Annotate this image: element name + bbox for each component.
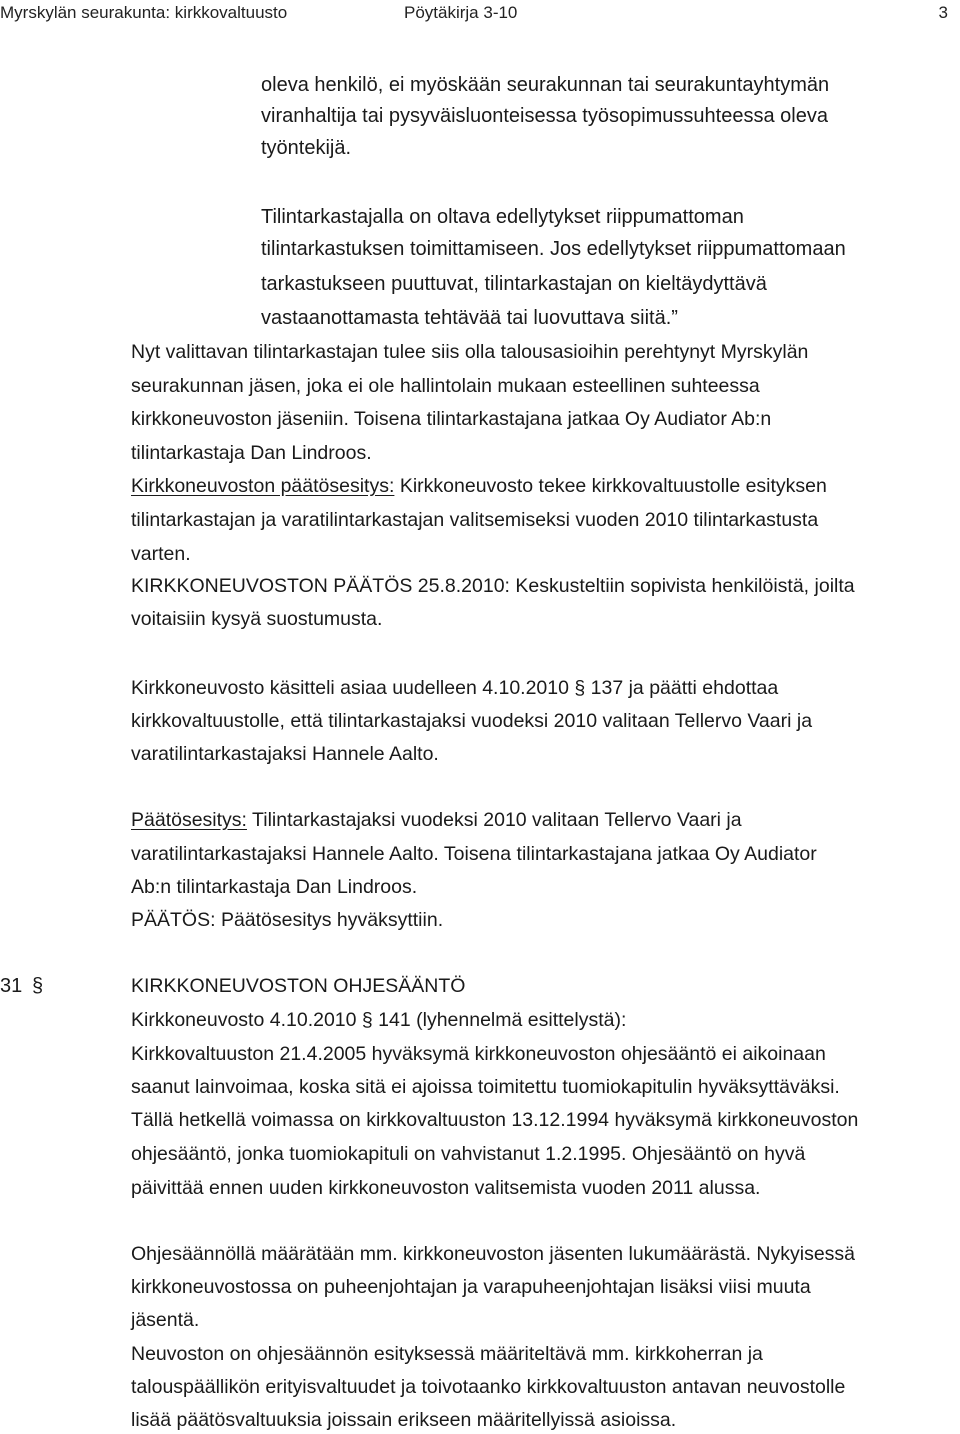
section-symbol: § [32, 975, 44, 997]
proposal-text: Kirkkoneuvosto tekee kirkkovaltuustolle esityksen [394, 475, 827, 497]
header-document-id: Pöytäkirja 3-10 [404, 3, 518, 22]
quoted-line: oleva henkilö, ei myöskään seurakunnan tai seurakuntayhtymän [261, 74, 830, 96]
paragraph-line: jäsentä. [131, 1309, 200, 1331]
quoted-line: Tilintarkastajalla on oltava edellytykset riippumattoman [261, 206, 744, 228]
section-line: Kirkkovaltuuston 21.4.2005 hyväksymä kirkkoneuvoston ohjesääntö ei aikoinaan [131, 1043, 826, 1065]
paragraph-line: kirkkovaltuustolle, että tilintarkastajaksi vuodeksi 2010 valitaan Tellervo Vaari ja [131, 710, 813, 732]
decision-line: KIRKKONEUVOSTON PÄÄTÖS 25.8.2010: Keskusteltiin sopivista henkilöistä, joilta [131, 575, 855, 597]
paragraph-line: tilintarkastaja Dan Lindroos. [131, 442, 372, 464]
header-title: Myrskylän seurakunta: kirkkovaltuusto [0, 3, 288, 22]
page-header [0, 0, 960, 26]
quoted-line: työntekijä. [261, 137, 352, 159]
section-title: KIRKKONEUVOSTON OHJESÄÄNTÖ [131, 975, 466, 997]
section-number: 31 [0, 975, 23, 997]
paragraph-line: Nyt valittavan tilintarkastajan tulee siis olla talousasioihin perehtynyt Myrskylän [131, 341, 809, 363]
quoted-line: tarkastukseen puuttuvat, tilintarkastajan on kieltäydyttävä [261, 273, 767, 295]
section-line: päivittää ennen uuden kirkkoneuvoston valitsemista vuoden 2011 alussa. [131, 1177, 761, 1199]
paragraph-line: seurakunnan jäsen, joka ei ole hallintolain mukaan esteellinen suhteessa [131, 375, 760, 397]
quoted-line: viranhaltija tai pysyväisluonteisessa työsopimussuhteessa oleva [261, 105, 828, 127]
paragraph-line: Ohjesäännöllä määrätään mm. kirkkoneuvoston jäsenten lukumäärästä. Nykyisessä [131, 1243, 856, 1265]
paragraph-line: talouspäällikön erityisvaltuudet ja toivotaanko kirkkovaltuuston antavan neuvostolle [131, 1376, 846, 1398]
decision-line: voitaisiin kysyä suostumusta. [131, 608, 383, 630]
paragraph-line: varatilintarkastajaksi Hannele Aalto. [131, 743, 439, 765]
paragraph-line: Neuvoston on ohjesäännön esityksessä määriteltävä mm. kirkkoherran ja [131, 1343, 763, 1365]
proposal-line: Ab:n tilintarkastaja Dan Lindroos. [131, 876, 418, 898]
proposal-text: Tilintarkastajaksi vuodeksi 2010 valitaan Tellervo Vaari ja [246, 809, 742, 831]
paragraph-line: kirkkoneuvostossa on puheenjohtajan ja varapuheenjohtajan lisäksi viisi muuta [131, 1276, 811, 1298]
section-line: ohjesääntö, jonka tuomiokapituli on vahvistanut 1.2.1995. Ohjesääntö on hyvä [131, 1143, 806, 1165]
proposal-line [131, 806, 742, 834]
header-page-number: 3 [938, 3, 948, 22]
quoted-line: tilintarkastuksen toimittamiseen. Jos edellytykset riippumattomaan [261, 238, 846, 260]
paragraph-line: Kirkkoneuvosto käsitteli asiaa uudelleen 4.10.2010 § 137 ja päätti ehdottaa [131, 677, 779, 699]
section-line: Tällä hetkellä voimassa on kirkkovaltuuston 13.12.1994 hyväksymä kirkkoneuvoston [131, 1109, 859, 1131]
proposal-label: Päätösesitys: [131, 809, 247, 831]
proposal-label: Kirkkoneuvoston päätösesitys: [131, 475, 395, 497]
proposal-line [131, 472, 827, 500]
quoted-line: vastaanottamasta tehtävää tai luovuttava siitä.” [261, 307, 678, 329]
section-line: Kirkkoneuvosto 4.10.2010 § 141 (lyhennelmä esittelystä): [131, 1009, 627, 1031]
proposal-line: varten. [131, 543, 191, 565]
section-line: saanut lainvoimaa, koska sitä ei ajoissa toimitettu tuomiokapitulin hyväksyttäväksi. [131, 1076, 840, 1098]
paragraph-line: kirkkoneuvoston jäseniin. Toisena tilintarkastajana jatkaa Oy Audiator Ab:n [131, 408, 772, 430]
paragraph-line: lisää päätösvaltuuksia joissain erikseen määritellyissä asioissa. [131, 1409, 677, 1431]
proposal-line: tilintarkastajan ja varatilintarkastajan valitsemiseksi vuoden 2010 tilintarkastusta [131, 509, 819, 531]
proposal-line: varatilintarkastajaksi Hannele Aalto. Toisena tilintarkastajana jatkaa Oy Audiator [131, 843, 817, 865]
decision-line: PÄÄTÖS: Päätösesitys hyväksyttiin. [131, 909, 444, 931]
